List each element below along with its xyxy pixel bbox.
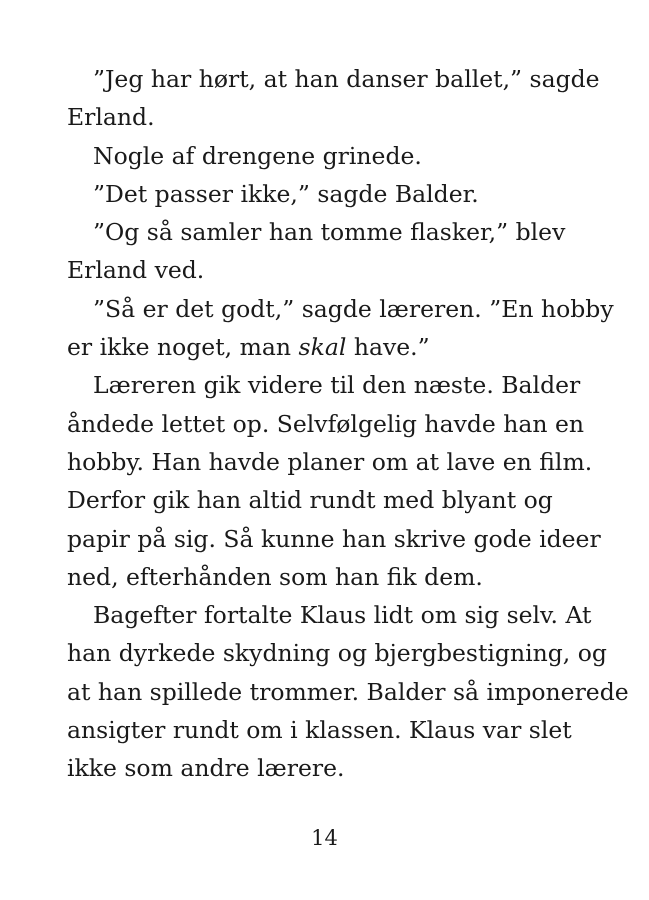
text-line: at han spillede trommer. Balder så imponerede bbox=[67, 677, 629, 706]
text-line: ”Jeg har hørt, at han danser ballet,” sagde bbox=[93, 65, 600, 93]
text-line: ikke som andre lærere. bbox=[67, 754, 345, 783]
text-line: ned, efterhånden som han fik dem. bbox=[67, 562, 483, 591]
text-line: hobby. Han havde planer om at lave en film. bbox=[67, 447, 593, 476]
text-line: Erland ved. bbox=[67, 256, 205, 285]
text-line: ansigter rundt om i klassen. Klaus var slet bbox=[67, 716, 572, 745]
text-line: Erland. bbox=[67, 103, 155, 132]
text-line: Nogle af drengene grinede. bbox=[93, 141, 422, 170]
text-line: papir på sig. Så kunne han skrive gode ideer bbox=[67, 524, 601, 553]
text-line: ”Og så samler han tomme flasker,” blev bbox=[93, 218, 566, 247]
body-text bbox=[67, 60, 629, 788]
text-line: ”Så er det godt,” sagde læreren. ”En hobby bbox=[93, 294, 614, 323]
page-number: 14 bbox=[311, 826, 338, 850]
text-segment: er ikke noget, man bbox=[67, 333, 299, 362]
text-line: Derfor gik han altid rundt med blyant og bbox=[67, 486, 553, 515]
text-segment: have.” bbox=[346, 333, 430, 362]
text-line: åndede lettet op. Selvfølgelig havde han en bbox=[67, 409, 585, 438]
text-line: Bagefter fortalte Klaus lidt om sig selv. At bbox=[93, 601, 592, 630]
text-line: ”Det passer ikke,” sagde Balder. bbox=[93, 179, 479, 208]
text-line: han dyrkede skydning og bjergbestigning, og bbox=[67, 639, 607, 668]
text-line: Læreren gik videre til den næste. Balder bbox=[93, 371, 581, 400]
emphasis-text: skal bbox=[298, 333, 347, 362]
text-line bbox=[67, 328, 572, 366]
